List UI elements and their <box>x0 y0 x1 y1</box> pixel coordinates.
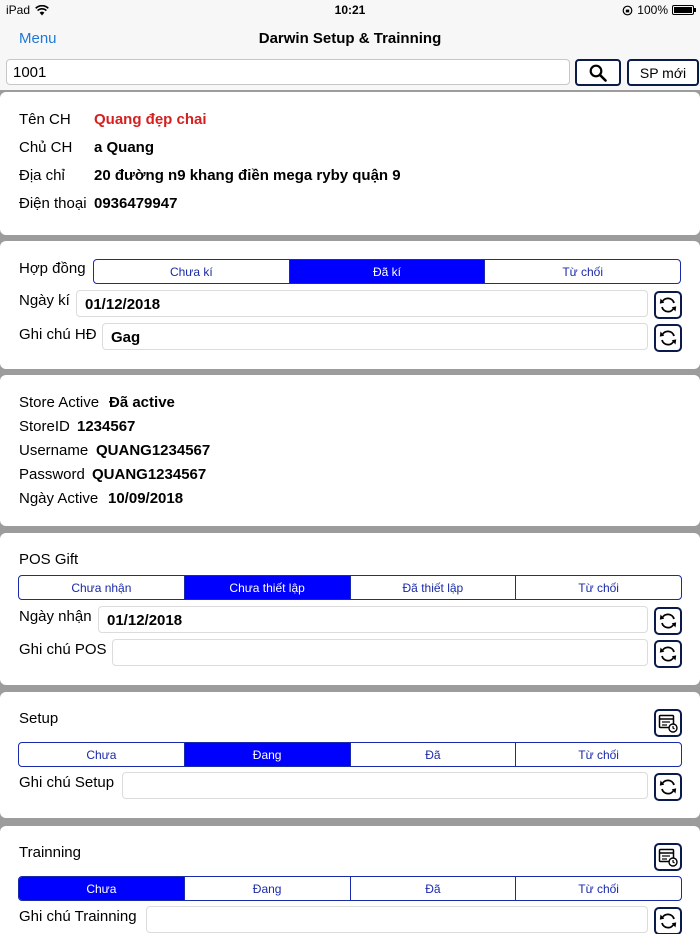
setup-card <box>0 692 700 818</box>
store-info-card <box>0 92 700 235</box>
contract-label: Hợp đồng <box>19 260 86 277</box>
setup-label: Setup <box>19 710 59 727</box>
battery-percent: 100% <box>637 3 668 17</box>
store-active-value: Đã active <box>109 394 175 411</box>
page-title: Darwin Setup & Trainning <box>258 30 442 47</box>
pos-status-segment <box>18 575 682 600</box>
training-card <box>0 826 700 934</box>
setup-note-label: Ghi chú Setup <box>19 774 115 791</box>
pos-note-label: Ghi chú POS <box>19 641 107 658</box>
sign-date-field[interactable]: 01/12/2018 <box>76 290 648 317</box>
contract-card <box>0 241 700 369</box>
battery-icon <box>672 5 694 15</box>
status-bar <box>0 0 700 20</box>
active-date-label: Ngày Active <box>19 490 99 507</box>
pos-gift-card <box>0 533 700 685</box>
store-active-label: Store Active <box>19 394 100 411</box>
search-button[interactable] <box>575 59 621 86</box>
phone-label: Điện thoại <box>19 195 87 212</box>
setup-schedule-button[interactable] <box>654 709 682 737</box>
status-time: 10:21 <box>334 3 366 17</box>
pos-note-field[interactable] <box>112 639 648 666</box>
setup-option-rejected[interactable]: Từ chối <box>578 747 619 762</box>
store-active-card <box>0 375 700 526</box>
contract-status-segment <box>93 259 681 284</box>
search-input[interactable] <box>6 59 570 85</box>
training-option-rejected[interactable]: Từ chối <box>578 881 619 896</box>
receive-date-field[interactable]: 01/12/2018 <box>98 606 648 633</box>
training-schedule-button[interactable] <box>654 843 682 871</box>
pos-option-not-setup[interactable]: Chưa thiết lập <box>185 576 351 599</box>
owner-name: a Quang <box>94 139 155 156</box>
sign-date-label: Ngày kí <box>19 292 70 309</box>
training-note-label: Ghi chú Trainning <box>19 908 137 925</box>
setup-option-not-yet[interactable]: Chưa <box>19 743 185 766</box>
contract-option-unsigned[interactable]: Chưa kí <box>94 260 290 283</box>
training-option-in-progress[interactable]: Đang <box>185 877 351 900</box>
username-label: Username <box>19 442 89 459</box>
owner-label: Chủ CH <box>19 139 73 156</box>
phone-value: 0936479947 <box>94 195 178 212</box>
training-label: Trainning <box>19 844 81 861</box>
refresh-icon <box>658 911 678 931</box>
refresh-icon <box>658 777 678 797</box>
pos-option-setup-done[interactable]: Đã thiết lập <box>351 576 517 599</box>
search-icon <box>589 64 607 82</box>
training-note-field[interactable] <box>146 906 648 933</box>
contract-note-field[interactable]: Gag <box>102 323 648 350</box>
contract-note-label: Ghi chú HĐ <box>19 326 97 343</box>
pos-option-rejected[interactable]: Từ chối <box>578 580 619 595</box>
password-label: Password <box>19 466 85 483</box>
refresh-icon <box>658 644 678 664</box>
training-option-not-yet[interactable]: Chưa <box>19 877 185 900</box>
device-name: iPad <box>6 3 31 17</box>
contract-option-signed[interactable]: Đã kí <box>290 260 486 283</box>
rotation-lock-icon <box>622 5 633 16</box>
receive-date-label: Ngày nhận <box>19 608 92 625</box>
pos-gift-label: POS Gift <box>19 551 79 568</box>
training-note-refresh-button[interactable] <box>654 907 682 934</box>
store-name: Quang đẹp chai <box>94 111 207 128</box>
store-id-value: 1234567 <box>77 418 136 435</box>
navigation-bar <box>0 20 700 56</box>
menu-button[interactable]: Menu <box>19 30 57 47</box>
store-id-label: StoreID <box>19 418 70 435</box>
refresh-icon <box>658 328 678 348</box>
calendar-clock-icon <box>658 713 678 733</box>
training-status-segment <box>18 876 682 901</box>
calendar-clock-icon <box>658 847 678 867</box>
setup-status-segment <box>18 742 682 767</box>
contract-option-rejected[interactable]: Từ chối <box>562 264 604 279</box>
receive-date-refresh-button[interactable] <box>654 607 682 635</box>
refresh-icon <box>658 295 678 315</box>
contract-note-refresh-button[interactable] <box>654 324 682 352</box>
new-product-button[interactable]: SP mới <box>627 59 699 86</box>
setup-note-refresh-button[interactable] <box>654 773 682 801</box>
setup-option-done[interactable]: Đã <box>351 743 517 766</box>
pos-option-not-received[interactable]: Chưa nhận <box>19 576 185 599</box>
active-date-value: 10/09/2018 <box>108 490 184 507</box>
address-value: 20 đường n9 khang điền mega ryby quận 9 <box>94 167 401 184</box>
store-name-label: Tên CH <box>19 111 71 128</box>
password-value: QUANG1234567 <box>92 466 207 483</box>
setup-note-field[interactable] <box>122 772 648 799</box>
address-label: Địa chỉ <box>19 167 65 184</box>
pos-note-refresh-button[interactable] <box>654 640 682 668</box>
setup-option-in-progress[interactable]: Đang <box>185 743 351 766</box>
search-bar <box>0 56 700 90</box>
sign-date-refresh-button[interactable] <box>654 291 682 319</box>
training-option-done[interactable]: Đã <box>351 877 517 900</box>
username-value: QUANG1234567 <box>96 442 211 459</box>
refresh-icon <box>658 611 678 631</box>
